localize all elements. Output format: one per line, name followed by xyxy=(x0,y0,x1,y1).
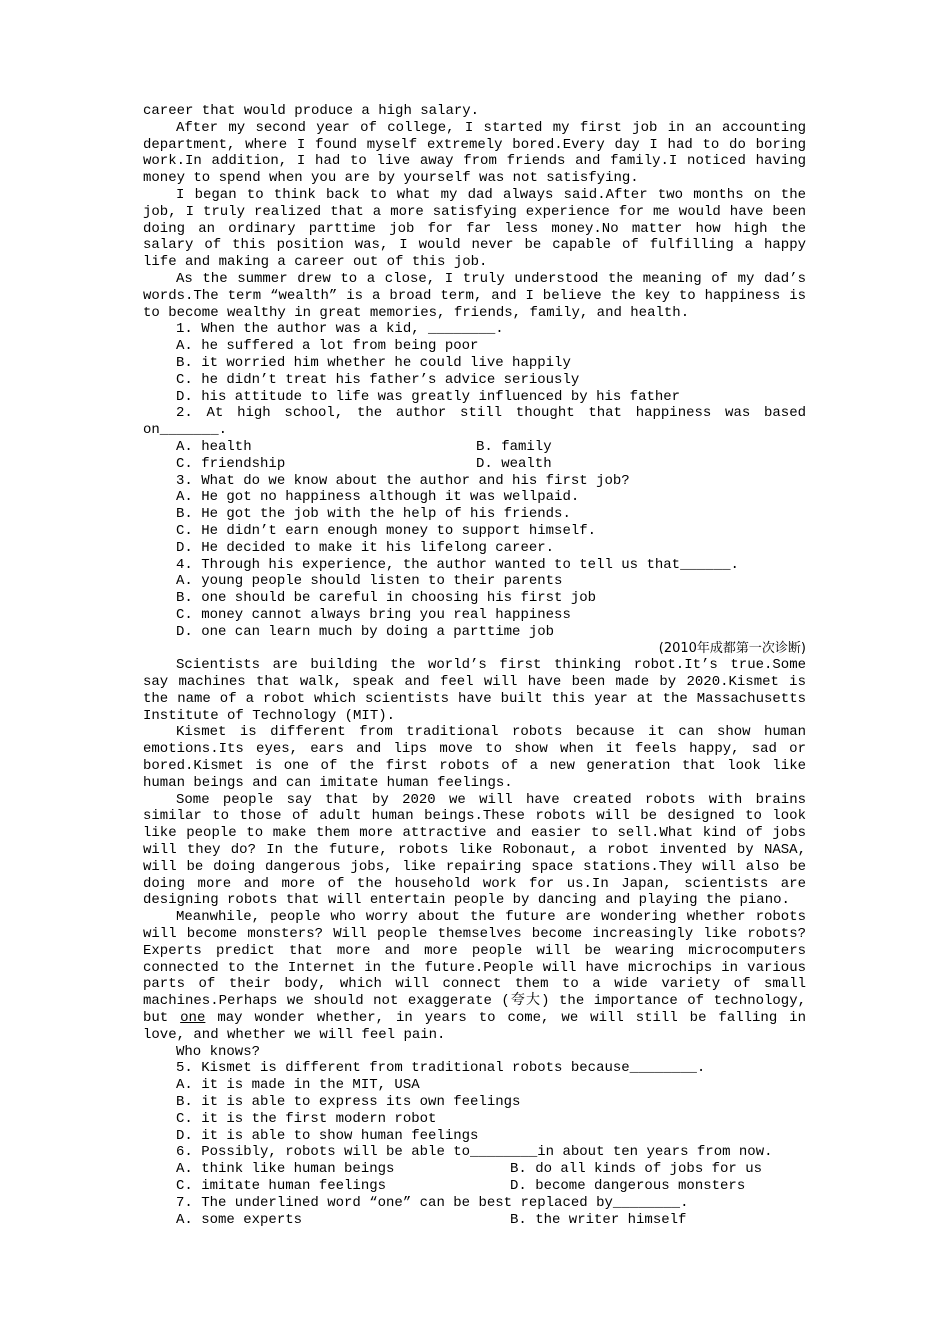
question-3-option-c: C. He didn’t earn enough money to support himself. xyxy=(176,522,597,539)
question-5: 5. Kismet is different from traditional robots because________. xyxy=(176,1060,706,1077)
question-6-options-row-1 xyxy=(143,1161,806,1178)
question-2-options-row-1 xyxy=(143,439,806,456)
passage2-paragraph-4-part-2: may wonder whether, in years to come, we will still be falling in love, and whether we will feel pain. xyxy=(143,1010,806,1043)
passage1-paragraph-0: career that would produce a high salary. xyxy=(143,103,480,119)
question-3: 3. What do we know about the author and his first job? xyxy=(176,472,630,489)
passage2-paragraph-2: Kismet is different from traditional robots because it can show human emotions.Its eyes, ears and lips move to show when it feels happy, sad or bored.Kismet is one of the first robots of a new generation that look like human beings and can imitate human feelings. xyxy=(143,724,806,791)
question-7-option-b: B. the writer himself xyxy=(510,1211,687,1228)
question-2-options-row-2 xyxy=(143,456,806,473)
question-6-options-row-2 xyxy=(143,1178,806,1195)
question-6: 6. Possibly, robots will be able to________in about ten years from now. xyxy=(176,1144,773,1161)
question-7-options-row-1 xyxy=(143,1212,806,1229)
passage2-paragraph-5: Who knows? xyxy=(176,1043,261,1060)
passage1-paragraph-1: After my second year of college, I started my first job in an accounting department, where I found myself extremely bored.Every day I had to do boring work.In addition, I had to live away from friends and family.I noticed having money to spend when you are by yourself was not satisfying. xyxy=(143,119,806,187)
question-5-option-c: C. it is the first modern robot xyxy=(176,1110,437,1127)
question-6-option-d: D. become dangerous monsters xyxy=(510,1178,746,1194)
question-1-option-d: D. his attitude to life was greatly influenced by his father xyxy=(176,388,681,405)
question-3-option-a: A. He got no happiness although it was wellpaid. xyxy=(176,489,580,506)
question-2-option-a: A. health xyxy=(176,438,252,455)
question-6-option-a: A. think like human beings xyxy=(176,1161,395,1178)
question-3-option-b: B. He got the job with the help of his friends. xyxy=(176,506,571,523)
question-2-option-c: C. friendship xyxy=(176,455,286,472)
question-2-option-d: D. wealth xyxy=(476,455,552,472)
question-5-option-a: A. it is made in the MIT, USA xyxy=(176,1077,420,1094)
question-6-option-b: B. do all kinds of jobs for us xyxy=(510,1161,763,1178)
question-2: 2. At high school, the author still thought that happiness was based on_______. xyxy=(143,405,806,439)
question-7: 7. The underlined word “one” can be best replaced by________. xyxy=(176,1194,689,1211)
question-5-option-d: D. it is able to show human feelings xyxy=(176,1127,479,1144)
document-page xyxy=(143,103,806,1228)
question-1-option-b: B. it worried him whether he could live happily xyxy=(176,354,571,371)
question-4: 4. Through his experience, the author wanted to tell us that______. xyxy=(176,556,739,573)
question-2-option-b: B. family xyxy=(476,438,552,455)
passage2-paragraph-4-part-1: Meanwhile, people who worry about the future are wondering whether robots will become monsters? Will people themselves become increasingly like robots? Experts predict that more and more people will be wearing microcomputers connected to the Internet in the future.People will have microchips in various parts of their body, which will connect them to a wide variety of small machines.Perhaps we should not exaggerate (夸大) the importance of technology, but xyxy=(143,909,806,1027)
passage2-paragraph-4 xyxy=(143,909,806,1043)
passage2-paragraph-3: Some people say that by 2020 we will have created robots with brains similar to those of adult human beings.These robots will be designed to look like people to make them more attractive and easier to sell.What kind of jobs will they do? In the future, robots like Robonaut, a robot invented by NASA, will be doing dangerous jobs, like repairing space stations.They will also be doing more and more of the household work for us.In Japan, scientists are designing robots that will entertain people by dancing and playing the piano. xyxy=(143,791,806,909)
question-4-option-a: A. young people should listen to their parents xyxy=(176,573,563,590)
question-3-option-d: D. He decided to make it his lifelong career. xyxy=(176,539,555,556)
passage1-paragraph-3: As the summer drew to a close, I truly understood the meaning of my dad’s words.The term “wealth” is a broad term, and I believe the key to happiness is to become wealthy in great memories, friends, family, and health. xyxy=(143,270,806,321)
question-5-option-b: B. it is able to express its own feelings xyxy=(176,1094,521,1111)
passage2-paragraph-1: Scientists are building the world’s first thinking robot.It’s true.Some say machines that walk, speak and feel will have been made by 2020.Kismet is the name of a robot which scientists have built this year at the Massachusetts Institute of Technology (MIT). xyxy=(143,657,806,724)
question-1: 1. When the author was a kid, ________. xyxy=(176,321,504,338)
underlined-word-one: one xyxy=(180,1010,206,1027)
passage1-paragraph-2: I began to think back to what my dad always said.After two months on the job, I truly realized that a more satisfying experience for me would have been doing an ordinary parttime job for far less money.No matter how high the salary of this position was, I would never be capable of fulfilling a happy life and making a career out of this job. xyxy=(143,186,806,271)
source-note: (2010年成都第一次诊断) xyxy=(658,640,806,656)
question-6-option-c: C. imitate human feelings xyxy=(176,1178,387,1194)
question-7-option-a: A. some experts xyxy=(176,1211,303,1228)
question-4-option-c: C. money cannot always bring you real happiness xyxy=(176,606,571,623)
question-1-option-c: C. he didn’t treat his father’s advice seriously xyxy=(176,371,580,388)
question-4-option-d: D. one can learn much by doing a parttime job xyxy=(176,623,555,640)
question-1-option-a: A. he suffered a lot from being poor xyxy=(176,338,479,355)
question-4-option-b: B. one should be careful in choosing his first job xyxy=(176,590,597,607)
